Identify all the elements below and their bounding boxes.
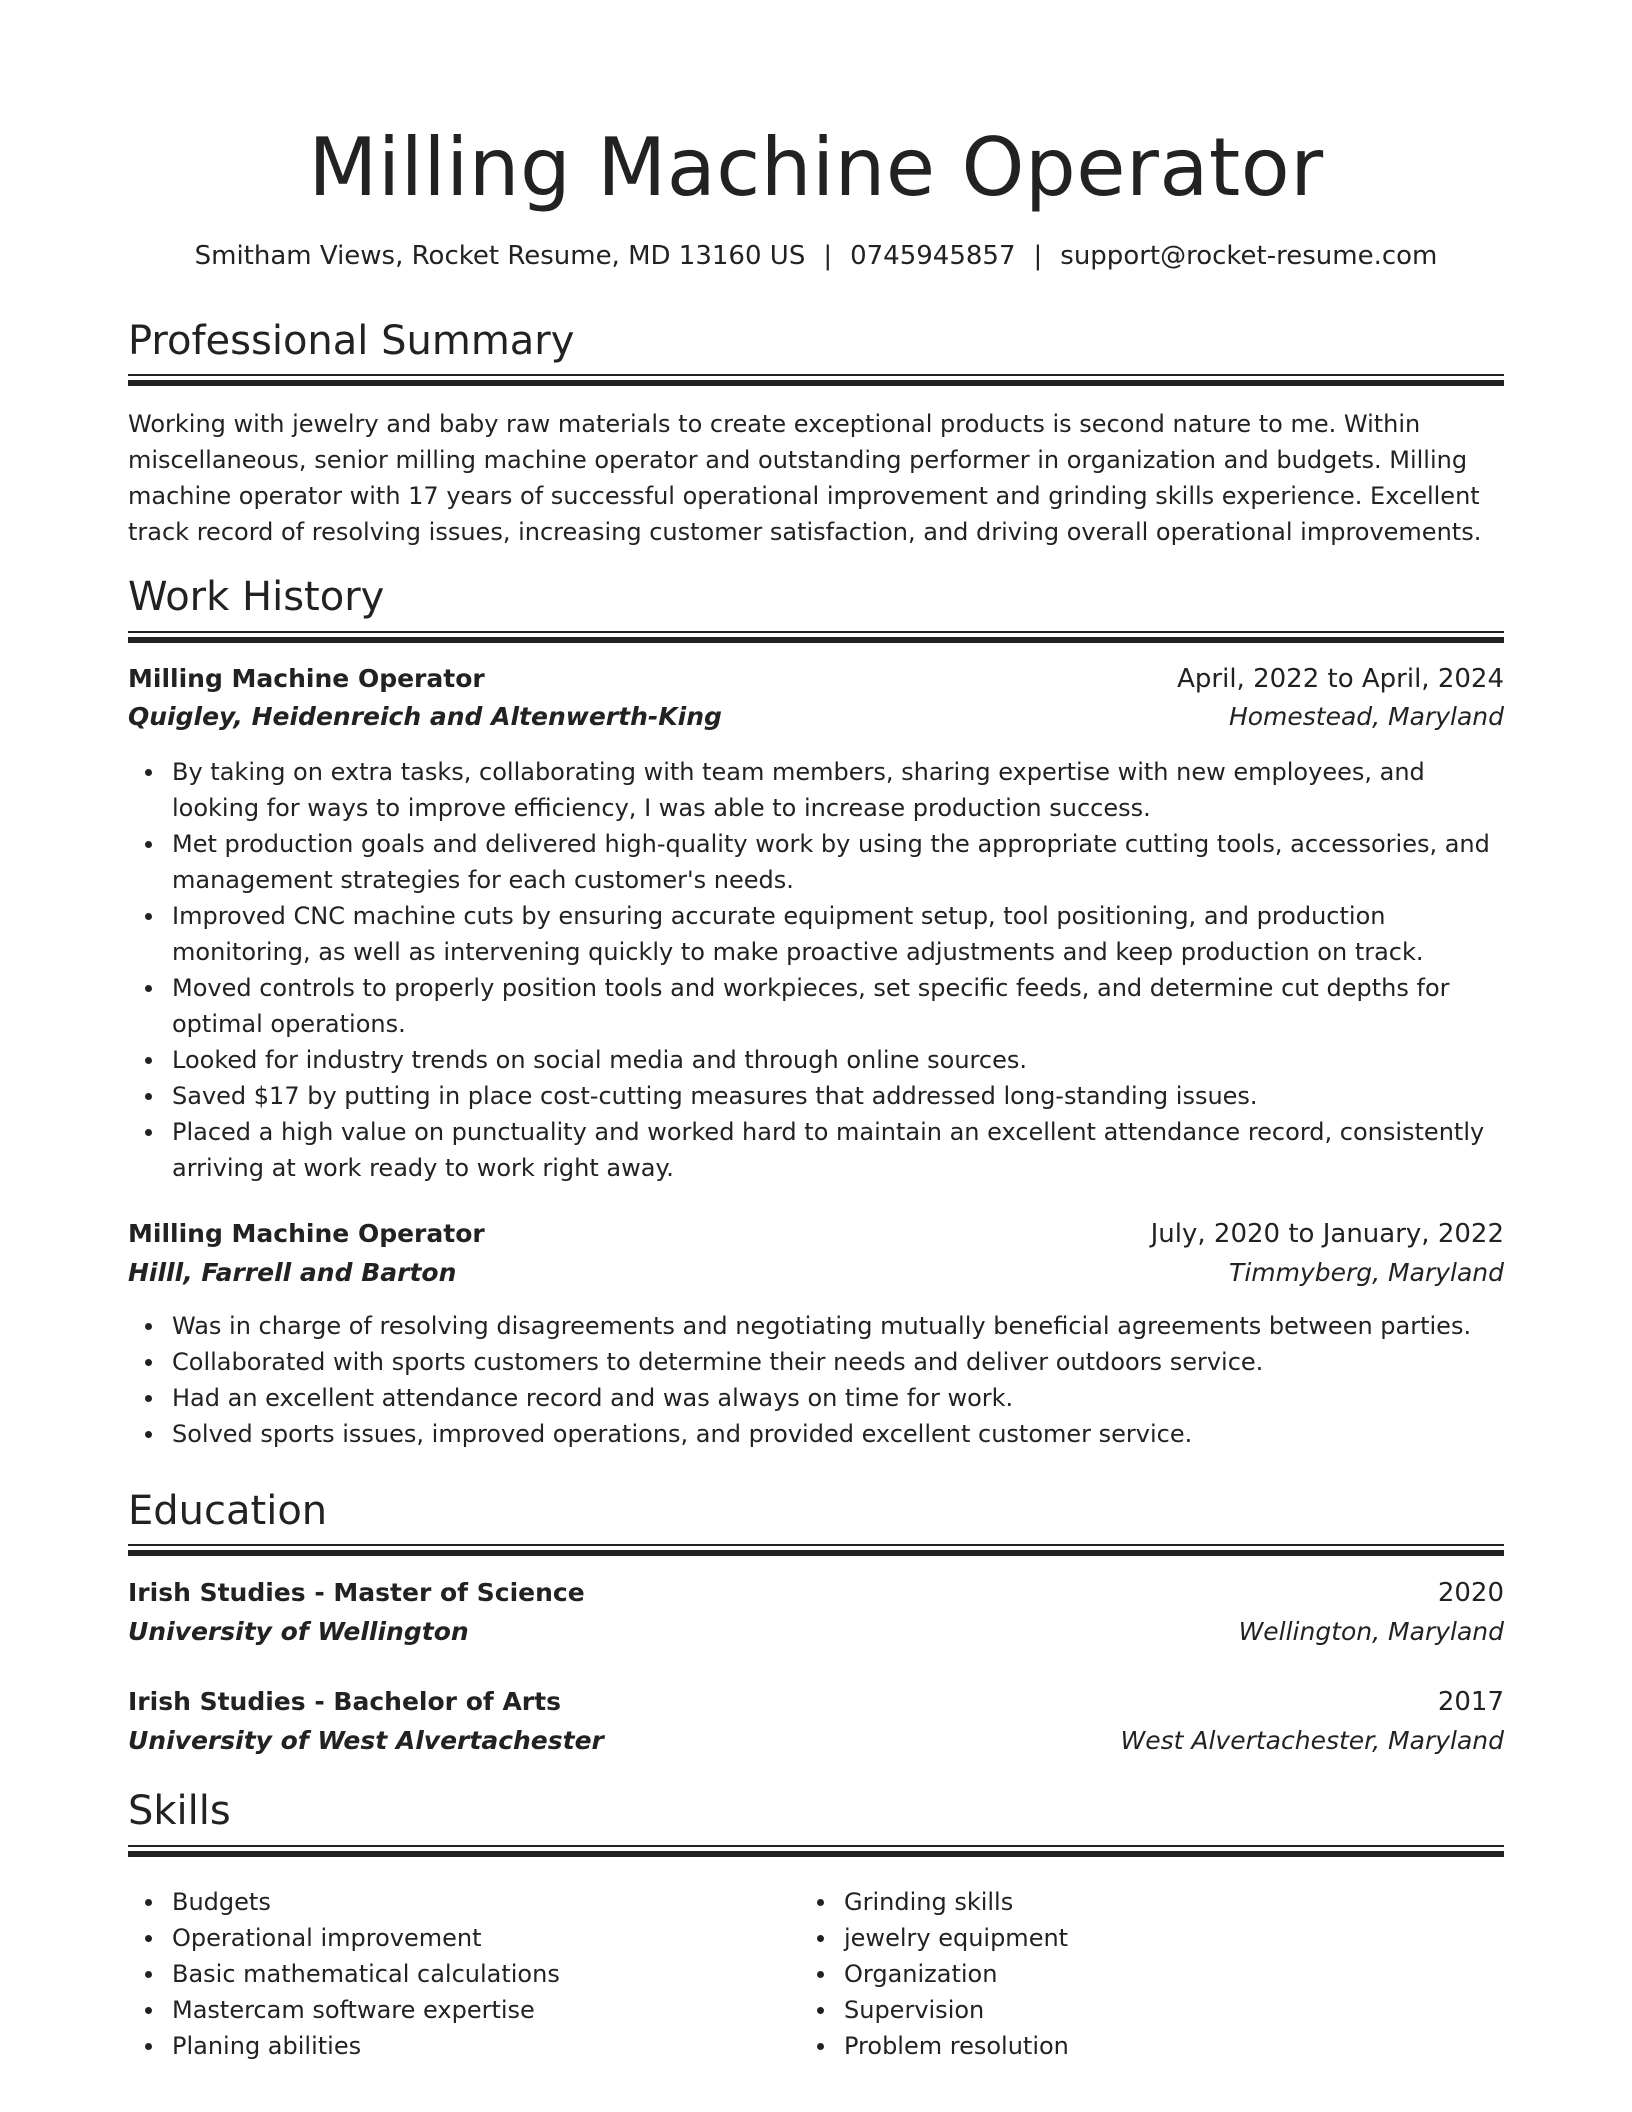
- list-item: Improved CNC machine cuts by ensuring accurate equipment setup, tool positioning, and production monitoring, as well as intervening quickly to make proactive adjustments and keep production on track.: [172, 898, 1504, 970]
- summary-text: Working with jewelry and baby raw materials to create exceptional products is second nature to me. Within miscellaneous, senior milling machine operator and outstanding performer in organization and budgets. Milling machine operator with 17 years of successful operational improvement and grinding skills experience. Excellent track record of resolving issues, increasing customer satisfaction, and driving overall operational improvements.: [128, 410, 1482, 546]
- job-dates: July, 2020 to January, 2022: [1150, 1219, 1504, 1249]
- education-location: West Alvertachester, Maryland: [1120, 1726, 1504, 1755]
- skill-item: Basic mathematical calculations: [172, 1956, 768, 1992]
- section-title-education: Education: [128, 1488, 328, 1534]
- job-duties: [128, 1308, 1504, 1452]
- contact-phone: 0745945857: [850, 241, 1016, 271]
- contact-line: [128, 238, 1504, 274]
- education-year: 2020: [1437, 1578, 1504, 1608]
- job-location: Timmyberg, Maryland: [1229, 1258, 1504, 1287]
- section-divider: [128, 1845, 1504, 1855]
- list-item: Placed a high value on punctuality and worked hard to maintain an excellent attendance record, consistently arriving at work ready to work right away.: [172, 1114, 1504, 1186]
- job-location: Homestead, Maryland: [1228, 702, 1504, 731]
- contact-separator: |: [1033, 241, 1043, 271]
- contact-address: Smitham Views, Rocket Resume, MD 13160 US: [194, 241, 806, 271]
- section-divider: [128, 631, 1504, 641]
- section-title-summary: Professional Summary: [128, 318, 575, 364]
- education-degree: Irish Studies - Bachelor of Arts: [128, 1687, 561, 1716]
- education-subheader: [128, 1722, 1504, 1760]
- education-header: [128, 1574, 1504, 1612]
- job-dates: April, 2022 to April, 2024: [1177, 664, 1504, 694]
- skill-item: Organization: [844, 1956, 1440, 1992]
- job-duties: [128, 754, 1504, 1186]
- list-item: Met production goals and delivered high-quality work by using the appropriate cutting tools, accessories, and management strategies for each customer's needs.: [172, 826, 1504, 898]
- list-item: Moved controls to properly position tools and workpieces, set specific feeds, and determine cut depths for optimal operations.: [172, 970, 1504, 1042]
- job-subheader: [128, 1254, 1504, 1292]
- candidate-name: Milling Machine Operator: [308, 121, 1324, 214]
- skill-item: Operational improvement: [172, 1920, 768, 1956]
- education-subheader: [128, 1613, 1504, 1651]
- job-role: Milling Machine Operator: [128, 1219, 485, 1248]
- skill-item: Problem resolution: [844, 2028, 1440, 2064]
- job-header: [128, 660, 1504, 698]
- education-degree: Irish Studies - Master of Science: [128, 1578, 585, 1607]
- skills-list-right: [800, 1884, 1440, 2064]
- contact-email[interactable]: support@rocket-resume.com: [1060, 241, 1438, 271]
- education-school: University of West Alvertachester: [128, 1726, 604, 1755]
- section-divider: [128, 374, 1504, 384]
- job-company: Quigley, Heidenreich and Altenwerth-King: [128, 702, 722, 731]
- job-company: Hilll, Farrell and Barton: [128, 1258, 457, 1287]
- section-title-skills: Skills: [128, 1788, 231, 1834]
- job-subheader: [128, 698, 1504, 736]
- list-item: Collaborated with sports customers to determine their needs and deliver outdoors service.: [172, 1344, 1504, 1380]
- section-divider: [128, 1544, 1504, 1554]
- list-item: Saved $17 by putting in place cost-cutting measures that addressed long-standing issues.: [172, 1078, 1504, 1114]
- skill-item: Supervision: [844, 1992, 1440, 2028]
- skill-item: Mastercam software expertise: [172, 1992, 768, 2028]
- job-header: [128, 1215, 1504, 1253]
- list-item: Solved sports issues, improved operations, and provided excellent customer service.: [172, 1416, 1504, 1452]
- skill-item: Budgets: [172, 1884, 768, 1920]
- section-title-work-history: Work History: [128, 574, 385, 620]
- job-role: Milling Machine Operator: [128, 664, 485, 693]
- list-item: By taking on extra tasks, collaborating with team members, sharing expertise with new employees, and looking for ways to improve efficiency, I was able to increase production success.: [172, 754, 1504, 826]
- education-year: 2017: [1437, 1687, 1504, 1717]
- education-school: University of Wellington: [128, 1617, 469, 1646]
- education-location: Wellington, Maryland: [1238, 1617, 1504, 1646]
- contact-separator: |: [823, 241, 833, 271]
- list-item: Looked for industry trends on social media and through online sources.: [172, 1042, 1504, 1078]
- list-item: Was in charge of resolving disagreements and negotiating mutually beneficial agreements between parties.: [172, 1308, 1504, 1344]
- list-item: Had an excellent attendance record and was always on time for work.: [172, 1380, 1504, 1416]
- skill-item: Grinding skills: [844, 1884, 1440, 1920]
- skill-item: jewelry equipment: [844, 1920, 1440, 1956]
- education-header: [128, 1683, 1504, 1721]
- skill-item: Planing abilities: [172, 2028, 768, 2064]
- skills-list-left: [128, 1884, 768, 2064]
